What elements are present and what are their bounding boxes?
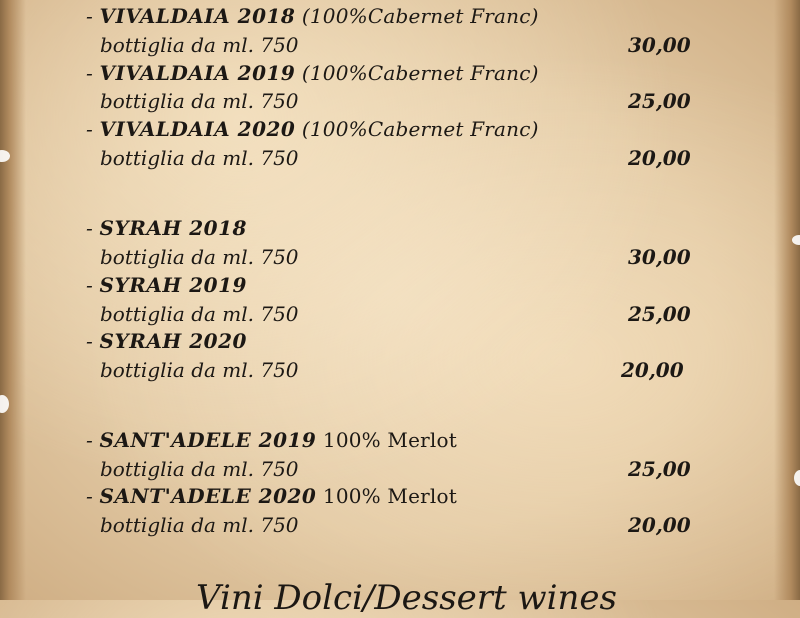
- wine-name: SANT'ADELE 2019: [99, 428, 317, 452]
- wine-bottle-size: bottiglia da ml. 750: [100, 146, 299, 170]
- wine-grape-note: (100%Cabernet Franc): [301, 4, 539, 28]
- wine-dash: -: [86, 61, 93, 85]
- wine-dash: -: [86, 4, 93, 28]
- wine-name: VIVALDAIA 2020: [99, 117, 296, 141]
- wine-price: 30,00: [628, 33, 691, 57]
- wine-list-item: [86, 216, 247, 240]
- wine-bottle-size: bottiglia da ml. 750: [100, 457, 299, 481]
- wine-dash: -: [86, 484, 93, 508]
- parchment-right-edge: [774, 0, 800, 600]
- wine-name: SYRAH 2018: [99, 216, 247, 240]
- wine-bottle-size: bottiglia da ml. 750: [100, 302, 299, 326]
- wine-grape-note: 100% Merlot: [322, 428, 457, 452]
- wine-price: 25,00: [628, 89, 691, 113]
- wine-price: 25,00: [628, 302, 691, 326]
- wine-grape-note: (100%Cabernet Franc): [301, 117, 539, 141]
- wine-bottle-size: bottiglia da ml. 750: [100, 245, 299, 269]
- wine-price: 20,00: [628, 146, 691, 170]
- torn-edge-mark: [794, 470, 800, 486]
- wine-bottle-size: bottiglia da ml. 750: [100, 513, 299, 537]
- wine-bottle-size: bottiglia da ml. 750: [100, 33, 299, 57]
- wine-price: 20,00: [621, 358, 684, 382]
- wine-list-item: [86, 4, 539, 28]
- wine-name: VIVALDAIA 2018: [99, 4, 296, 28]
- torn-edge-mark: [792, 235, 800, 245]
- wine-list-item: [86, 61, 539, 85]
- wine-list-item: [86, 484, 457, 508]
- wine-name: SYRAH 2019: [99, 273, 247, 297]
- wine-dash: -: [86, 329, 93, 353]
- wine-grape-note: 100% Merlot: [322, 484, 457, 508]
- wine-dash: -: [86, 216, 93, 240]
- wine-name: SANT'ADELE 2020: [99, 484, 317, 508]
- wine-dash: -: [86, 428, 93, 452]
- wine-dash: -: [86, 273, 93, 297]
- wine-list-item: [86, 117, 539, 141]
- wine-price: 25,00: [628, 457, 691, 481]
- wine-dash: -: [86, 117, 93, 141]
- section-heading: Vini Dolci/Dessert wines: [196, 578, 617, 618]
- parchment-left-edge: [0, 0, 26, 600]
- wine-list-item: [86, 329, 247, 353]
- wine-list-item: [86, 273, 247, 297]
- wine-bottle-size: bottiglia da ml. 750: [100, 89, 299, 113]
- wine-price: 30,00: [628, 245, 691, 269]
- wine-name: SYRAH 2020: [99, 329, 247, 353]
- wine-price: 20,00: [628, 513, 691, 537]
- wine-list-item: [86, 428, 457, 452]
- wine-grape-note: (100%Cabernet Franc): [301, 61, 539, 85]
- wine-name: VIVALDAIA 2019: [99, 61, 296, 85]
- wine-bottle-size: bottiglia da ml. 750: [100, 358, 299, 382]
